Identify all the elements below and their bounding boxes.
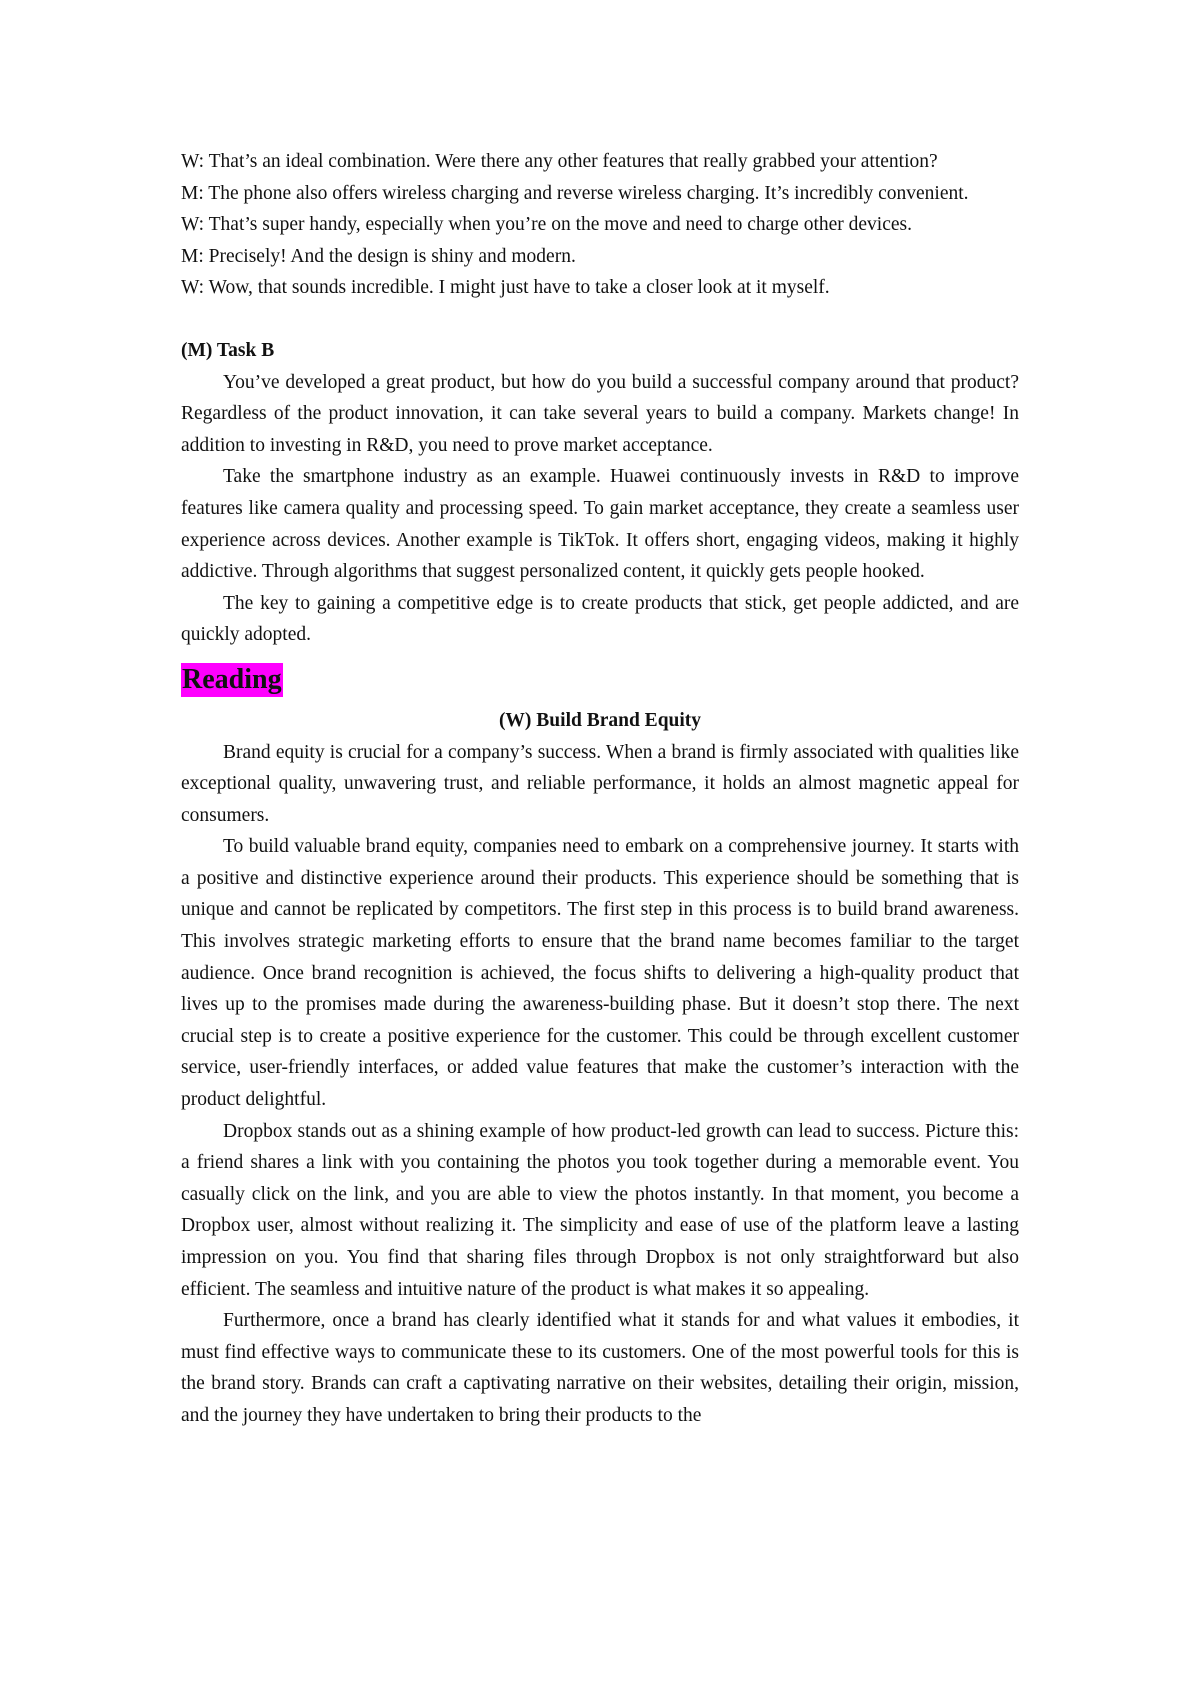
task-b-section	[181, 335, 1019, 651]
reading-section	[181, 705, 1019, 1432]
dialogue-line: M: Precisely! And the design is shiny and modern.	[181, 245, 576, 267]
spacer	[181, 304, 1019, 335]
paragraph: Take the smartphone industry as an example. Huawei continuously invests in R&D to improve features like camera quality and processing speed. To gain market acceptance, they create a seamless user experience across devices. Another example is TikTok. It offers short, engaging videos, making it highly addictive. Through algorithms that suggest personalized content, it quickly gets people hooked.	[181, 466, 1019, 583]
paragraph: The key to gaining a competitive edge is to create products that stick, get people addicted, and are quickly adopted.	[181, 592, 1019, 646]
document-page	[181, 146, 1019, 1432]
dialogue-line: W: That’s an ideal combination. Were there any other features that really grabbed your attention?	[181, 151, 938, 172]
paragraph: Furthermore, once a brand has clearly identified what it stands for and what values it embodies, it must find effective ways to communicate these to its customers. One of the most powerful tools for this is the brand story. Brands can craft a captivating narrative on their websites, detailing their origin, mission, and the journey they have undertaken to bring their products to the	[181, 1310, 1019, 1426]
dialogue-block	[181, 146, 1019, 304]
reading-label-row	[181, 663, 1019, 699]
section-heading: (M) Task B	[181, 339, 275, 361]
paragraph: To build valuable brand equity, companies need to embark on a comprehensive journey. It starts with a positive and distinctive experience around their products. This experience should be something that is unique and cannot be replicated by competitors. The first step in this process is to build brand awareness. This involves strategic marketing efforts to ensure that the brand name becomes familiar to the target audience. Once brand recognition is achieved, the focus shifts to delivering a high-quality product that lives up to the promises made during the awareness-building phase. But it doesn’t stop there. The next crucial step is to create a positive experience for the customer. This could be through excellent customer service, user-friendly interfaces, or added value features that make the customer’s interaction with the product delightful.	[181, 836, 1019, 1111]
paragraph: You’ve developed a great product, but how do you build a successful company around that product? Regardless of the product innovation, it can take several years to build a company. Markets change! In addition to investing in R&D, you need to prove market acceptance.	[181, 371, 1019, 456]
dialogue-line: M: The phone also offers wireless charging and reverse wireless charging. It’s incredibly convenient.	[181, 182, 969, 204]
dialogue-line: W: Wow, that sounds incredible. I might just have to take a closer look at it myself.	[181, 277, 830, 299]
article-title: (W) Build Brand Equity	[498, 709, 702, 731]
dialogue-line: W: That’s super handy, especially when you’re on the move and need to charge other devices.	[181, 214, 913, 236]
reading-label: Reading	[182, 663, 282, 695]
paragraph: Brand equity is crucial for a company’s success. When a brand is firmly associated with qualities like exceptional quality, unwavering trust, and reliable performance, it holds an almost magnetic appeal for consumers.	[181, 741, 1019, 826]
paragraph: Dropbox stands out as a shining example of how product-led growth can lead to success. Picture this: a friend shares a link with you containing the photos you took together during a memorable event. You casually click on the link, and you are able to view the photos instantly. In that moment, you become a Dropbox user, almost without realizing it. The simplicity and ease of use of the platform leave a lasting impression on you. You find that sharing files through Dropbox is not only straightforward but also efficient. The seamless and intuitive nature of the product is what makes it so appealing.	[181, 1120, 1019, 1300]
